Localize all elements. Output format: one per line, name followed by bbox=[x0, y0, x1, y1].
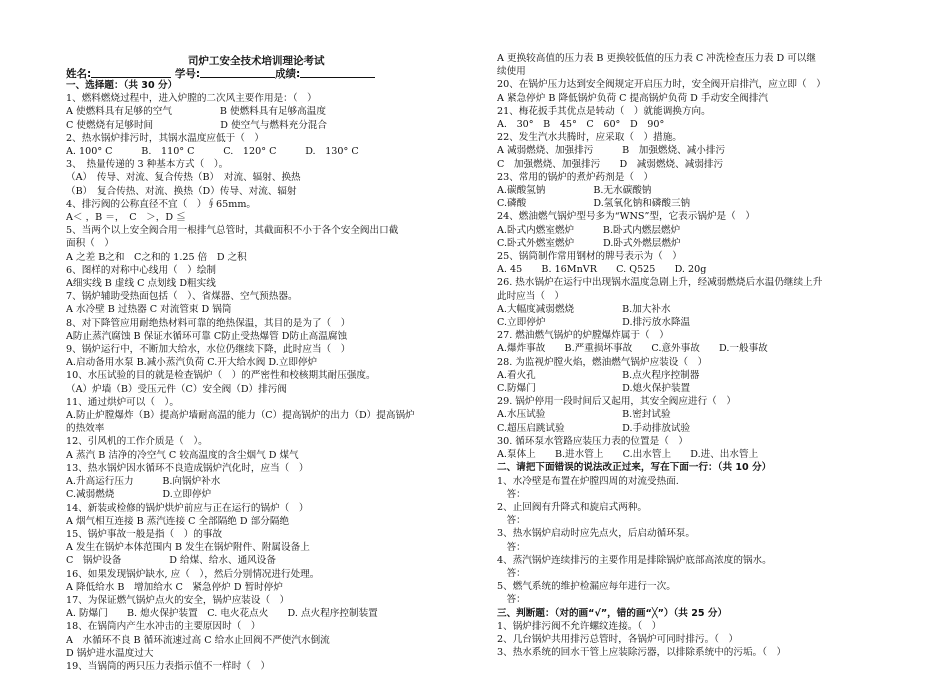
question-line: A. 100° C B. 110° C C. 120° C D. 130° C bbox=[66, 146, 359, 158]
question-line: A.升高运行压力 B.向锅炉补水 bbox=[66, 476, 221, 488]
question-line: 18、在锅筒内产生水冲击的主要原因时（ ） bbox=[66, 621, 261, 633]
question-line: 17、为保证燃气锅炉点火的安全，锅炉应装设（ ） bbox=[66, 594, 290, 606]
question-line: 答： bbox=[497, 594, 526, 606]
question-line: A.大幅度减弱燃烧 B.加大补水 bbox=[497, 303, 671, 315]
question-line: 14、新装或检修的锅炉烘炉前应与正在运行的锅炉（ ） bbox=[66, 502, 309, 514]
question-line: A. 45 B. 16MnVR C. Q525 D. 20g bbox=[497, 264, 707, 276]
name-blank bbox=[91, 67, 171, 78]
question-line: 答： bbox=[497, 488, 526, 500]
question-line: 21、梅花扳手其优点是转动（ ）就能调换方向。 bbox=[497, 105, 711, 117]
question-line: A防止蒸汽腐蚀 B 保证水循环可靠 C防止受热爆管 D防止高温腐蚀 bbox=[66, 330, 348, 342]
question-line: A 更换较高值的压力表 B 更换较低值的压力表 C 冲洗检查压力表 D 可以继 bbox=[497, 53, 816, 64]
question-line: A.启动备用水泵 B.减小蒸汽负荷 C.开大给水阀 D.立即停炉 bbox=[66, 357, 318, 369]
question-line: A 降低给水 B 增加给水 C 紧急停炉 D 暂时停炉 bbox=[66, 581, 283, 593]
name-label: 姓名: bbox=[66, 68, 92, 80]
question-line: A.碳酸氢钠 B.无水碳酸钠 bbox=[497, 185, 652, 197]
question-line: 25、锅筒制作常用钢材的牌号表示为（ ） bbox=[497, 251, 682, 263]
student-id-blank bbox=[200, 67, 275, 78]
question-line: A.泵体上 B.进水管上 C.出水管上 D.进、出水管上 bbox=[497, 449, 759, 461]
section-heading: 三、判断题：（对的画“√”，错的画“╳”）（共 25 分） bbox=[497, 607, 728, 619]
question-line: 2、止回阀有升降式和旋启式两种。 bbox=[497, 501, 648, 513]
question-line: 1、水冷壁是布置在炉膛四周的对流受热面. bbox=[497, 475, 679, 487]
question-line: 19、当锅筒的两只压力表指示值不一样时（ ） bbox=[66, 660, 271, 672]
score-blank bbox=[300, 67, 375, 78]
question-line: A 紧急停炉 B 降低锅炉负荷 C 提高锅炉负荷 D 手动安全阀排汽 bbox=[497, 92, 769, 104]
question-line: C.减弱燃烧 D.立即停炉 bbox=[66, 489, 212, 501]
question-line: 3、 热量传递的 3 种基本方式（ ）。 bbox=[66, 159, 229, 171]
question-line: A 水循环不良 B 循环流速过高 C 给水止回阀不严使汽水倒流 bbox=[66, 634, 330, 646]
section-heading: 一、选择题：（共 30 分） bbox=[66, 80, 178, 91]
question-line: 10、水压试验的目的就是检查锅炉（ ）的严密性和校核期其耐压强度。 bbox=[66, 370, 376, 382]
question-line: 26. 热水锅炉在运行中出现锅水温度急剧上升，经减弱燃烧后水温仍继续上升 bbox=[497, 277, 823, 289]
question-line: （B） 复合传热、对流、换热（D）传导、对流、辐射 bbox=[66, 185, 297, 197]
question-line: A细实线 B 虚线 C 点划线 D粗实线 bbox=[66, 278, 216, 290]
question-line: A.防止炉膛爆炸（B）提高炉墙耐高温的能力（C）提高锅炉的出力（D）提高锅炉 bbox=[66, 410, 415, 422]
question-line: 答： bbox=[497, 567, 526, 579]
score-label: 成绩: bbox=[275, 68, 301, 80]
question-line: A＜ ，B ＝， C ＞，D ≦ bbox=[66, 212, 186, 224]
question-line: C 使燃烧有足够时间 D 使空气与燃料充分混合 bbox=[66, 119, 327, 131]
question-line: A 之差 B之和 C之和的 1.25 倍 D 之积 bbox=[66, 251, 247, 263]
question-line: 2、几台锅炉共用排污总管时，各锅炉可同时排污。（ ） bbox=[497, 633, 739, 645]
question-line: C.立即停炉 D.排污放水降温 bbox=[497, 317, 691, 329]
question-line: 15、锅炉事故一般是指（ ）的事故 bbox=[66, 528, 223, 540]
section-heading: 二、请把下面错误的说法改正过来，写在下面一行：（共 10 分） bbox=[497, 462, 772, 474]
question-line: 6、图样的对称中心线用（ ）绘制 bbox=[66, 264, 217, 276]
question-line: 30. 循环泵水管路应装压力表的位置是（ ） bbox=[497, 435, 688, 447]
question-line: C 锅炉设备 D 给煤、给水、通风设备 bbox=[66, 555, 276, 567]
question-line: A.爆炸事故 B.严重损坏事故 C.意外事故 D.一般事故 bbox=[497, 343, 768, 355]
question-line: 13、热水锅炉因水循环不良造成锅炉汽化时，应当（ ） bbox=[66, 462, 309, 474]
student-id-label: 学号: bbox=[174, 68, 201, 80]
question-line: C.防爆门 D.熄火保护装置 bbox=[497, 383, 691, 395]
question-line: C.卧式外燃室燃炉 D.卧式外燃层燃炉 bbox=[497, 237, 681, 249]
question-line: （A） 传导、对流、复合传热（B） 对流、辐射、换热 bbox=[66, 172, 301, 184]
question-line: A. 30° B 45° C 60° D 90° bbox=[497, 119, 665, 131]
question-line: A. 防爆门 B. 熄火保护装置 C. 电火花点火 D. 点火程序控制装置 bbox=[66, 608, 378, 620]
question-line: 4、蒸汽锅炉连续排污的主要作用是排除锅炉底部高浓度的锅水。 bbox=[497, 554, 772, 566]
question-line: 29. 锅炉停用一段时间后又起用，其安全阀应进行（ ） bbox=[497, 396, 736, 408]
question-line: 1、锅炉排污阀不允许螺纹连接。（ ） bbox=[497, 620, 662, 632]
question-line: 11、通过烘炉可以（ ）。 bbox=[66, 396, 179, 408]
question-line: A 蒸汽 B 洁净的冷空气 C 较高温度的含尘烟气 D 煤气 bbox=[66, 449, 299, 461]
exam-title: 司炉工安全技术培训理论考试 bbox=[188, 55, 325, 67]
question-line: 1、燃料燃烧过程中，进入炉膛的二次风主要作用是：（ ） bbox=[66, 93, 317, 105]
question-line: 答： bbox=[497, 541, 526, 553]
question-line: A.看火孔 B.点火程序控制器 bbox=[497, 369, 700, 381]
question-line: 16、如果发现锅炉缺水, 应（ ），然后分别情况进行处理。 bbox=[66, 568, 320, 580]
question-line: 4、排污阀的公称直径不宜（ ）∮65mm。 bbox=[66, 198, 257, 210]
question-line: 续使用 bbox=[497, 66, 526, 78]
question-line: 3、热水锅炉启动时应先点火，后启动循环泵。 bbox=[497, 528, 695, 540]
question-line: A.卧式内燃室燃炉 B.卧式内燃层燃炉 bbox=[497, 224, 681, 236]
question-line: 此时应当（ ） bbox=[497, 290, 565, 302]
question-line: 28. 为监视炉膛火焰，燃油燃气锅炉应装设（ ） bbox=[497, 356, 708, 368]
question-line: 9、锅炉运行中，不断加大给水，水位仍继续下降，此时应当（ ） bbox=[66, 344, 351, 356]
question-line: 23、常用的锅炉的煮炉药剂是（ ） bbox=[497, 171, 654, 183]
question-line: A.水压试验 B.密封试验 bbox=[497, 409, 671, 421]
question-line: 答： bbox=[497, 515, 526, 527]
right-column bbox=[497, 52, 917, 659]
question-line: 7、锅炉辅助受热面包括（ ）、省煤器、空气预热器。 bbox=[66, 291, 298, 303]
left-column bbox=[66, 79, 476, 673]
question-line: C 加强燃烧、加强排污 D 减弱燃烧、减弱排污 bbox=[497, 158, 724, 170]
question-line: D 锅炉进水温度过大 bbox=[66, 647, 154, 659]
question-line: A 水冷壁 B 过热器 C 对流管束 D 锅筒 bbox=[66, 304, 232, 316]
question-line: A 使燃料具有足够的空气 B 使燃料具有足够高温度 bbox=[66, 106, 326, 118]
question-line: 5、当两个以上安全阀合用一根排气总管时，其截面积不小于各个安全阀出口截 bbox=[66, 225, 399, 237]
question-line: 20、在锅炉压力达到安全阀规定开启压力时，安全阀开启排汽，应立即（ ） bbox=[497, 79, 826, 91]
question-line: A 发生在锅炉本体范围内 B 发生在锅炉附件、附属设备上 bbox=[66, 542, 310, 554]
question-line: 5、燃气系统的维护检漏应每年进行一次。 bbox=[497, 581, 676, 593]
question-line: 22、发生汽水共腾时，应采取（ ）措施。 bbox=[497, 132, 682, 144]
question-line: 27. 燃油燃气锅炉的炉膛爆炸属于（ ） bbox=[497, 330, 669, 342]
question-line: C.超压启跳试验 D.手动排放试验 bbox=[497, 422, 691, 434]
question-line: 3、热水系统的回水干管上应装除污器，以排除系统中的污垢。（ ） bbox=[497, 647, 787, 659]
question-line: 的热效率 bbox=[66, 423, 105, 435]
question-line: 8、对下降管应用耐绝热材料可靠的绝热保温，其目的是为了（ ） bbox=[66, 317, 351, 329]
question-line: 12、引风机的工作介质是（ ）。 bbox=[66, 436, 208, 448]
question-line: （A）炉墙（B）受压元件（C）安全阀（D）排污阀 bbox=[66, 383, 287, 395]
question-line: 2、热水锅炉排污时，其锅水温度应低于（ ） bbox=[66, 132, 264, 144]
question-line: A 减弱燃烧、加强排污 B 加强燃烧、减小排污 bbox=[497, 145, 726, 157]
question-line: A 烟气相互连接 B 蒸汽连接 C 全部隔绝 D 部分隔绝 bbox=[66, 515, 290, 527]
question-line: C.磷酸 D.氢氧化钠和磷酸三钠 bbox=[497, 198, 691, 210]
question-line: 24、燃油燃气锅炉型号多为“WNS”型，它表示锅炉是（ ） bbox=[497, 211, 755, 223]
question-line: 面积（ ） bbox=[66, 238, 114, 250]
